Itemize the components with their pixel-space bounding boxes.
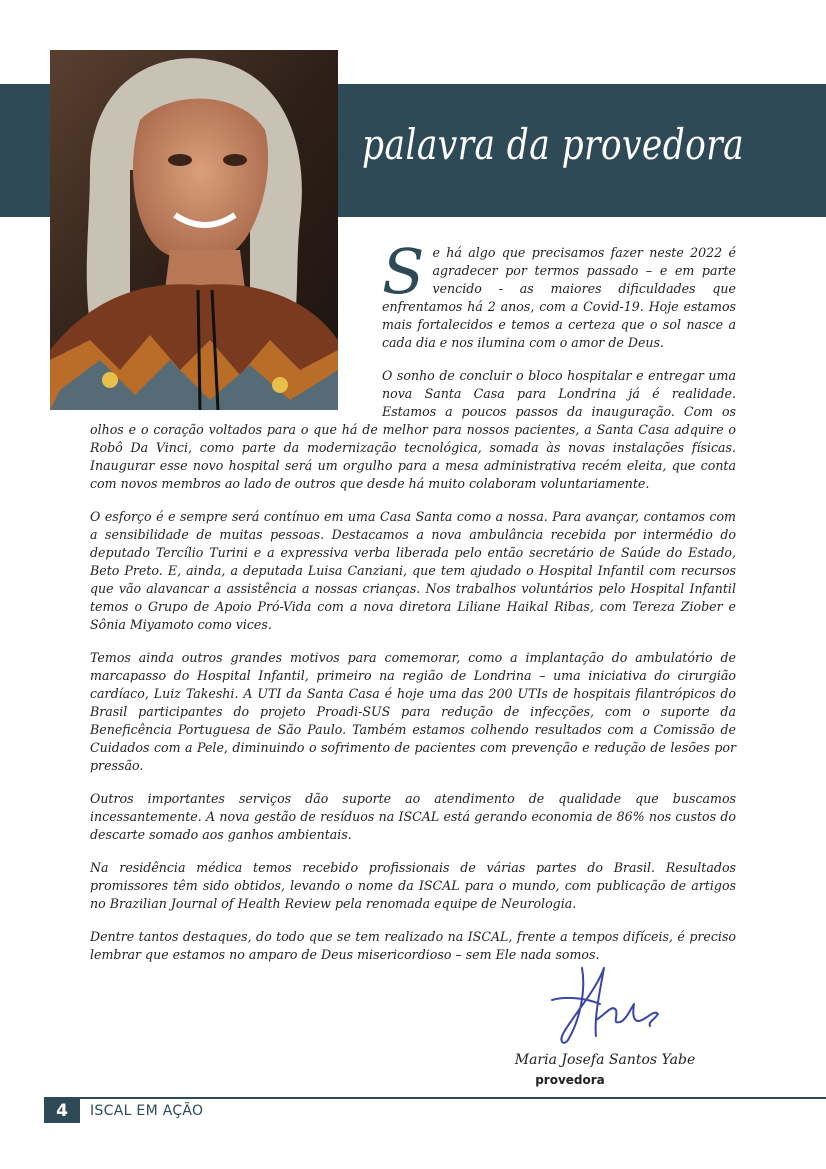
article-paragraph: Temos ainda outros grandes motivos para comemorar, como a implantação do ambulatório de marcapasso do Hospital Infantil, primeiro na região de Londrina – uma iniciativa do cirurgião cardíaco, Luiz Takeshi. A UTI da Santa Casa é hoje uma das 200 UTIs de hospitais filantrópicos do Brasil participantes do projeto Proadi-SUS para redução de infecções, com o suporte da Beneficência Portuguesa de São Paulo. Também estamos colhendo resultados com a Comissão de Cuidados com a Pele, diminuindo o sofrimento de pacientes com prevenção e redução de lesões por pressão. (90, 650, 736, 773)
article-paragraph: O sonho de concluir o bloco hospitalar e entregar uma nova Santa Casa para Londrina já é realidade. Estamos a poucos passos da inauguração. Com os olhos e o coração voltados para o que há de melhor para nossos pacientes, a Santa Casa adquire o Robô Da Vinci, como parte da modernização tecnológica, somada às novas instalações físicas. Inaugurar esse novo hospital será um orgulho para a mesa administrativa recém eleita, que conta com novos membros ao lado de outros que desde há muito colaboram voluntariamente. (90, 368, 736, 491)
signer-name: Maria Josefa Santos Yabe (514, 1052, 696, 1068)
article-paragraph: Dentre tantos destaques, do todo que se tem realizado na ISCAL, frente a tempos difíceis, é preciso lembrar que estamos no amparo de Deus misericordioso – sem Ele nada somos. (90, 929, 736, 962)
page-number: 4 (44, 1099, 80, 1123)
photo-wrap-spacer (90, 244, 382, 414)
article-paragraph: Outros importantes serviços dão suporte ao atendimento de qualidade que buscamos incessantemente. A nova gestão de resíduos na ISCAL está gerando economia de 86% nos custos do descarte somado aos ganhos ambientais. (90, 791, 736, 842)
handwritten-signature (546, 960, 666, 1050)
publication-name: ISCAL EM AÇÃO (90, 1103, 204, 1119)
article-paragraph: Na residência médica temos recebido profissionais de várias partes do Brasil. Resultados promissores têm sido obtidos, levando o nome da ISCAL para o mundo, com publicação de artigos no Brazilian Journal of Health Review pela renomada equipe de Neurologia. (90, 860, 736, 911)
paragraph-text: e há algo que precisamos fazer neste 2022 é agradecer por termos passado – e em parte vencido - as maiores dificuldades que enfrentamos há 2 anos, com a Covid-19. Hoje estamos mais fortalecidos e temos a certeza que o sol nasce a cada dia e nos ilumina com o amor de Deus. (382, 245, 736, 350)
dropcap: S (382, 235, 425, 308)
footer-rule (44, 1097, 826, 1099)
signer-role: provedora (535, 1073, 605, 1087)
article-body (90, 235, 736, 979)
article-paragraph: O esforço é e sempre será contínuo em uma Casa Santa como a nossa. Para avançar, contamos com a sensibilidade de muitas pessoas. Destacamos a nova ambulância recebida por intermédio do deputado Tercílio Turini e a expressiva verba liberada pelo então secretário de Saúde do Estado, Beto Preto. E, ainda, a deputada Luisa Canziani, que tem ajudado o Hospital Infantil com recursos que vão alavancar a assistência a nossas crianças. Nos trabalhos voluntários pelo Hospital Infantil temos o Grupo de Apoio Pró-Vida com a nova diretora Liliane Haikal Ribas, com Tereza Ziober e Sônia Miyamoto como vices. (90, 509, 736, 632)
page-title: palavra da provedora (362, 120, 745, 169)
